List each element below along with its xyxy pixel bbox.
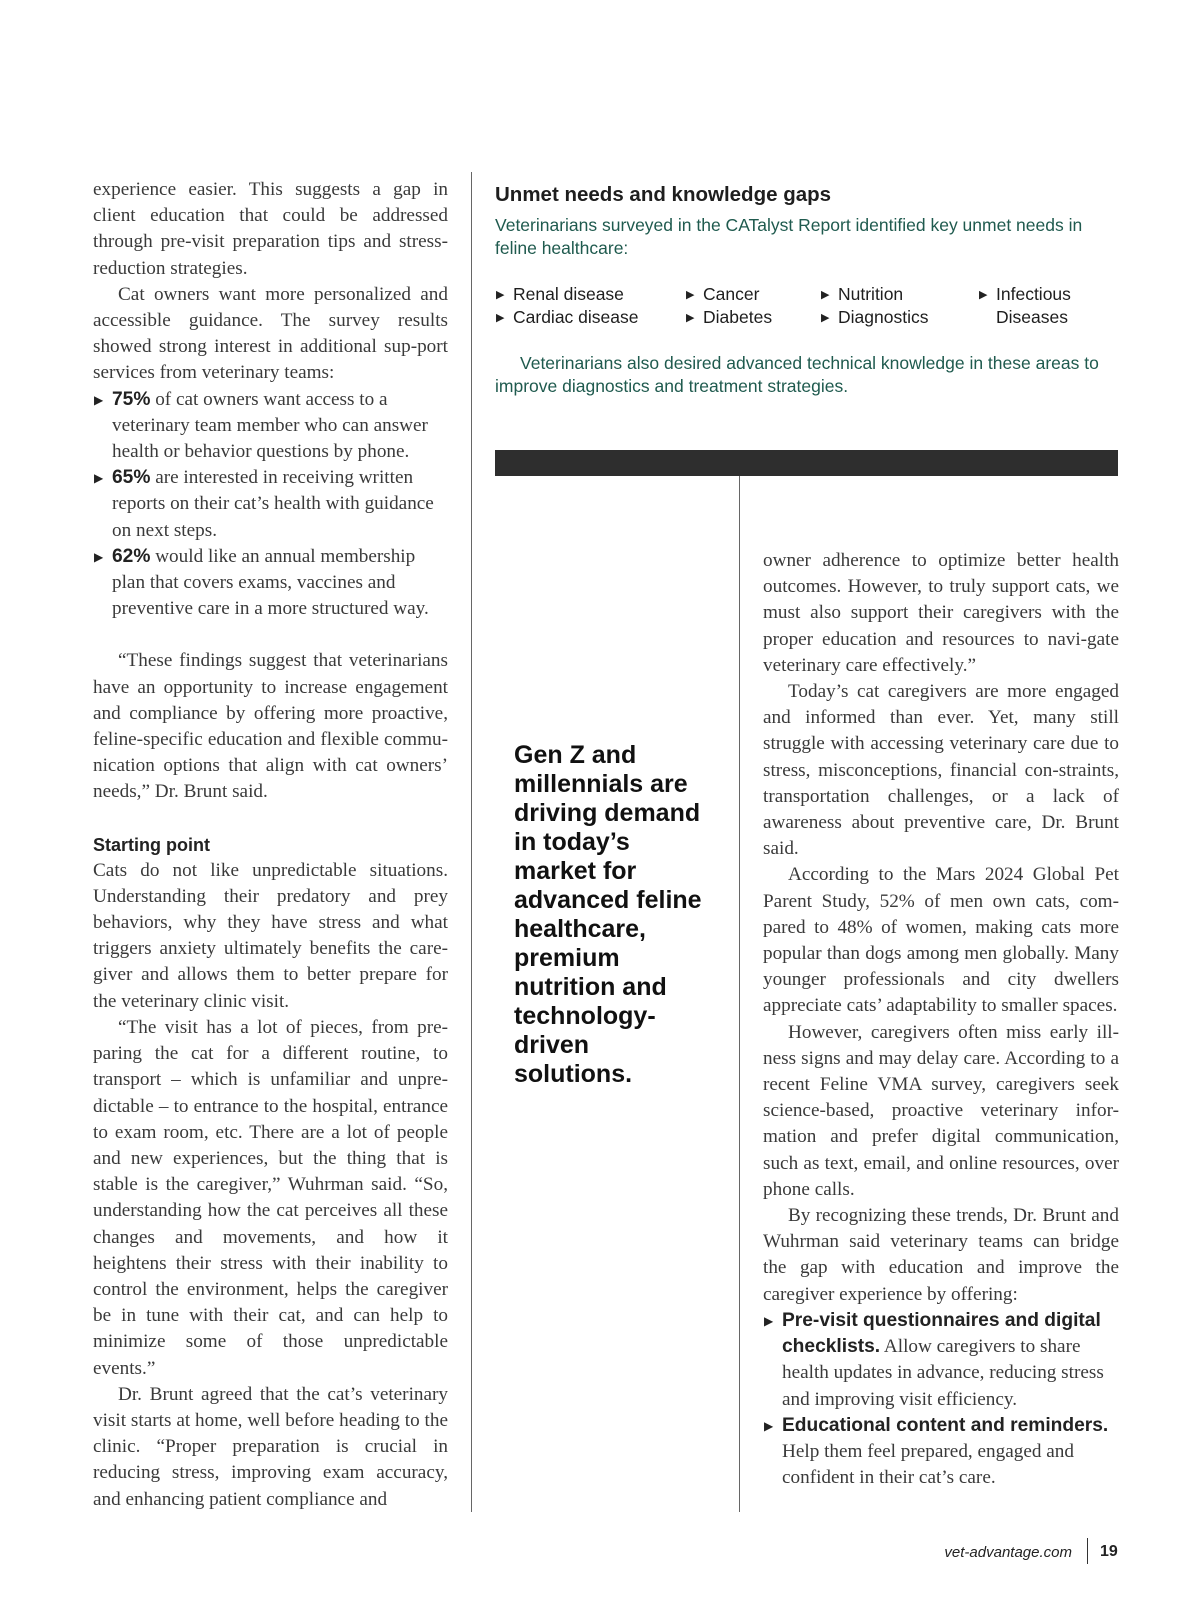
- divider-bar: [495, 450, 1118, 476]
- list-item: [93, 544, 448, 623]
- stat-text: of cat owners want access to a veterinary team member who can answer health or behavior questions by phone.: [112, 388, 428, 463]
- list-item: ▶ Nutrition: [821, 284, 904, 304]
- list-item: ▶ Renal disease: [496, 284, 624, 304]
- left-column: [93, 177, 448, 1513]
- paragraph: experience easier. This suggests a gap in client education that could be addressed through pre-visit preparation tips and stress-reduction strategies.: [93, 179, 448, 279]
- footer-divider: [1087, 1538, 1088, 1564]
- column-divider: [739, 476, 740, 1512]
- stat-text: are interested in receiving written reports on their cat’s health with guidance on next steps.: [112, 467, 434, 541]
- needs-list: [820, 283, 928, 329]
- paragraph: By recognizing these trends, Dr. Brunt and Wuhrman said veterinary teams can bridge the gap with education and improve the caregiver experience by offering:: [763, 1205, 1119, 1305]
- stat-percent: 75%: [112, 388, 151, 410]
- paragraph: Cat owners want more personalized and accessible guidance. The survey results showed strong interest in additional sup-port services from veterinary teams:: [93, 283, 448, 384]
- list-item: [763, 1413, 1119, 1492]
- triangle-bullet-icon: ▶: [94, 392, 104, 407]
- stat-percent: 65%: [112, 467, 151, 489]
- triangle-bullet-icon: ▶: [821, 288, 830, 301]
- offer-list: [763, 1308, 1119, 1491]
- list-item: [93, 387, 448, 466]
- footer-site: vet-advantage.com: [944, 1544, 1072, 1561]
- column-divider: [471, 172, 472, 1512]
- list-item: ▶ Cancer: [686, 284, 760, 304]
- right-column: [763, 548, 1119, 1491]
- list-item: ▶ Diabetes: [686, 307, 773, 327]
- needs-list: [495, 283, 638, 329]
- offer-title: Pre-visit questionnaires and digital checklists.: [782, 1309, 1101, 1358]
- triangle-bullet-icon: ▶: [94, 549, 104, 564]
- list-item: [93, 465, 448, 544]
- paragraph: Cats do not like unpredictable situations. Understanding their predatory and prey behaviors, why they have stress and what triggers anxiety ultimately benefits the care-giver and allows them to better prepare for the veterinary clinic visit.: [93, 859, 448, 1012]
- page-number: 19: [1100, 1543, 1118, 1560]
- list-item: ▶ Cardiac disease: [496, 307, 639, 327]
- triangle-bullet-icon: ▶: [94, 471, 104, 486]
- triangle-bullet-icon: ▶: [496, 288, 505, 301]
- needs-list: [978, 283, 1088, 329]
- needs-list: [685, 283, 772, 329]
- box-title: Unmet needs and knowledge gaps: [495, 183, 832, 206]
- stat-list: [93, 387, 448, 623]
- paragraph: However, caregivers often miss early ill-ness signs and may delay care. According to a recent Feline VMA survey, caregivers seek science-based, proactive veterinary infor-mation and prefer digital communication, such as text, email, and online resources, over phone calls.: [763, 1021, 1119, 1200]
- list-item: ▶ Infectious Diseases: [979, 284, 1071, 327]
- triangle-bullet-icon: ▶: [686, 288, 695, 301]
- offer-text: Help them feel prepared, engaged and confident in their cat’s care.: [782, 1440, 1074, 1489]
- section-heading: Starting point: [93, 834, 210, 855]
- offer-title: Educational content and reminders.: [782, 1414, 1109, 1436]
- triangle-bullet-icon: ▶: [496, 311, 505, 324]
- stat-percent: 62%: [112, 545, 151, 567]
- paragraph: According to the Mars 2024 Global Pet Parent Study, 52% of men own cats, com-pared to 48% of women, making cats more popular than dogs among men globally. Many younger professionals and city dwellers appreciate cats’ adaptability to smaller spaces.: [763, 864, 1119, 1017]
- triangle-bullet-icon: ▶: [764, 1418, 774, 1433]
- pull-quote: Gen Z and millennials are driving demand in today’s market for advanced feline healthcare, premium nutrition and technology-driven solutions.: [514, 741, 702, 1088]
- triangle-bullet-icon: ▶: [979, 288, 988, 301]
- list-item: [763, 1308, 1119, 1413]
- paragraph: Today’s cat caregivers are more engaged and informed than ever. Yet, many still struggle with accessing veterinary care due to stress, misconceptions, financial con-straints, transportation challenges, or a lack of awareness about preventive care, Dr. Brunt said.: [763, 681, 1119, 860]
- paragraph: “The visit has a lot of pieces, from pre-paring the cat for a different routine, to transport – which is unfamiliar and unpre-dictable – to entrance to the hospital, entrance to exam room, etc. There are a lot of people and new experiences, but the thing that is stable is the caregiver,” Wuhrman said. “So, understanding how the cat perceives all these changes and movements, and how it heightens their stress with their inability to control the environment, helps the caregiver be in tune with their cat, and can help to minimize some of those unpredictable events.”: [93, 1016, 448, 1379]
- list-item: ▶ Diagnostics: [821, 307, 929, 327]
- box-subtitle: Veterinarians surveyed in the CATalyst Report identified key unmet needs in feline healthcare:: [495, 215, 1083, 258]
- triangle-bullet-icon: ▶: [686, 311, 695, 324]
- offer-text: Allow caregivers to share health updates in advance, reducing stress and improving visit efficiency.: [782, 1336, 1104, 1410]
- box-note: Veterinarians also desired advanced technical knowledge in these areas to improve diagnostics and treatment strategies.: [495, 353, 1099, 396]
- stat-text: would like an annual membership plan that covers exams, vaccines and preventive care in a more structured way.: [112, 545, 429, 620]
- paragraph: Dr. Brunt agreed that the cat’s veterinary visit starts at home, well before heading to the clinic. “Proper preparation is crucial in reducing stress, improving exam accuracy, and enhancing patient compliance and: [93, 1383, 448, 1510]
- triangle-bullet-icon: ▶: [764, 1313, 774, 1328]
- paragraph: “These findings suggest that veterinarians have an opportunity to increase engagement and compliance by offering more proactive, feline-specific education and flexible commu-nication options that align with cat owners’ needs,” Dr. Brunt said.: [93, 650, 448, 803]
- paragraph: owner adherence to optimize better health outcomes. However, to truly support cats, we must also support their caregivers with the proper education and resources to navi-gate veterinary care effectively.”: [763, 550, 1119, 676]
- triangle-bullet-icon: ▶: [821, 311, 830, 324]
